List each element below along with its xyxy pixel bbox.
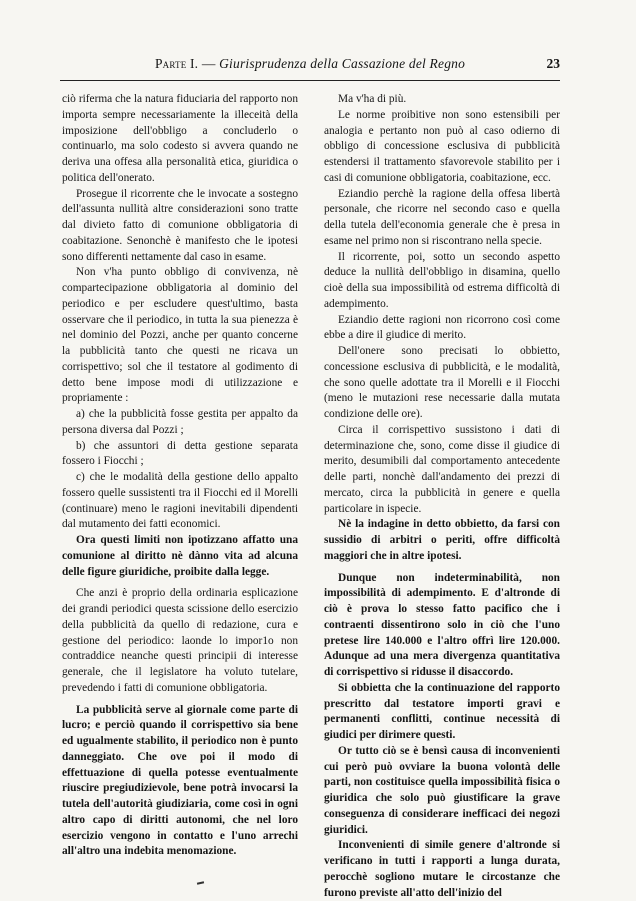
paragraph: Il ricorrente, poi, sotto un secondo aspetto deduce la nullità dell'obbligo in disamina, quello cioè della sua impossibilità od estrema difficoltà di adempimento.	[324, 250, 560, 310]
paragraph: La pubblicità serve al giornale come parte di lucro; e perciò quando il corrispettivo sia bene ed ugualmente stabilito, il periodico non è punto danneggiato. Che ove poi il modo di effettuazione di quella potesse eventualmente riuscire pregiudizievole, bene potrà invocarsi la tutela dell'autorità giudiziaria, come così in ogni altro capo di diritti autonomi, che nel loro esercizio vengono in contatto e l'uno arrechi all'altro una indebita menomazione.	[62, 703, 298, 858]
paragraph: Eziandio dette ragioni non ricorrono così come ebbe a dire il giudice di merito.	[324, 313, 560, 342]
paragraph: Si obbietta che la continuazione del rapporto prescritto dal testatore importi gravi e permanenti conflitti, continue necessità di giudici per dirimere questi.	[324, 681, 560, 741]
paragraph: Circa il corrispettivo sussistono i dati di determinazione che, sono, come disse il giudice di merito, desumibili dal comportamento antecedente delle parti, nonchè dall'andamento dei prezzi di mercato, circa la pubblicità in genere e quella particolare in ispecie.	[324, 423, 560, 515]
paragraph: Dunque non indeterminabilità, non impossibilità di adempimento. E d'altronde di ciò è prova lo stesso fatto pacifico che i contraenti dissentirono solo in ciò che l'uno pretese lire 140.000 e l'altro offrì lire 120.000. Adunque ad una mera divergenza quantitativa di corrispettivo si ridusse il disaccordo.	[324, 571, 560, 678]
running-header	[60, 56, 560, 78]
list-item: a) che la pubblicità fosse gestita per appalto da persona diversa dal Pozzi ;	[62, 408, 298, 436]
paragraph: Ora questi limiti non ipotizzano affatto una comunione al diritto nè dànno vita ad alcuna delle figure giuridiche, proibite dalla legge.	[62, 534, 298, 578]
header-rule	[60, 80, 560, 81]
paragraph: Dell'onere sono precisati lo obbietto, concessione esclusiva di pubblicità, e le modalità, che sono quelle adottate tra il Morelli e il Fiocchi (meno le mutazioni rese necessarie dalla mutata condizione delle ore).	[324, 345, 560, 420]
paragraph: Ma v'ha di più.	[338, 93, 407, 105]
paragraph: ciò riferma che la natura fiduciaria del rapporto non importa sempre necessariamente la illeceità della imposizione dell'obbligo a concluderlo o continuarlo, ma solo codesto si avvera quando ne deriva una offesa alla personalità etica, giuridica o politica dell'onerato.	[62, 93, 298, 184]
header-separator: —	[198, 56, 220, 71]
list-item: c) che le modalità della gestione dello appalto fossero quelle sussistenti tra il Fiocchi ed il Morelli (continuare) meno le ragioni inevitabili dipendenti dal mutamento dei fatti economici.	[62, 471, 298, 531]
paragraph: Le norme proibitive non sono estensibili per analogia e pertanto non può al caso odierno di obbligo di concessione esclusiva di pubblicità estendersi il trattamento sfavorevole stabilito per i casi di comunione obbligatoria, coabitazione, ecc.	[324, 108, 560, 184]
header-section: Parte I.	[154, 56, 199, 71]
ink-mark	[197, 881, 204, 884]
paragraph: Eziandio perchè la ragione della offesa libertà personale, che ricorre nel secondo caso e quella della tutela dell'economia generale che è presa in esame nel primo non si riscontrano nella specie.	[324, 187, 560, 247]
page-number: 23	[546, 56, 560, 71]
header-title: Giurisprudenza della Cassazione del Regno	[219, 56, 466, 71]
list-item: b) che assuntori di detta gestione separata fossero i Fiocchi ;	[62, 439, 298, 468]
paragraph: Non v'ha punto obbligo di convivenza, nè compartecipazione obbligatoria al dominio del periodico e per escludere quest'ultimo, basta osservare che il periodico, in tutta la sua pienezza è nel dominio del Pozzi, anche per quanto concerne la pubblicità tanto che questi ne ricava un corrispettivo; sol che il testatore al godimento di detto bene impose modi di utilizzazione e propriamente :	[62, 266, 298, 405]
paragraph: Che anzi è proprio della ordinaria esplicazione dei grandi periodici questa scissione dello esercizio della pubblicità da quello di redazione, cura e gestione del periodico: laonde lo impor1o non contraddice neanche questi principii di interesse generale, che il legislatore ha voluto tutelare, prevedendo i fatti di comunione obbligatoria.	[62, 587, 298, 694]
paragraph: Inconvenienti di simile genere d'altronde si verificano in tutti i rapporti a lunga durata, perocchè sogliono mutare le circostanze che furono previste all'atto dell'inizio del	[324, 839, 560, 899]
paragraph: Or tutto ciò se è bensì causa di inconvenienti cui però può ovviare la buona volontà delle parti, non costituisce quella impossibilità fisica o giuridica che solo può giustificare la grave conseguenza di considerare inefficaci dei negozi giuridici.	[324, 744, 560, 836]
header-title-line	[60, 56, 560, 72]
paragraph: Prosegue il ricorrente che le invocate a sostegno dell'assunta nullità altre considerazioni sono tratte dal divieto fatto di comunione obbligatoria di coabitazione. Senonchè è manifesto che le ipotesi sono differenti nettamente dal caso in esame.	[62, 187, 298, 263]
left-column	[62, 92, 298, 860]
paragraph: Nè la indagine in detto obbietto, da farsi con sussidio di arbitri o periti, offre difficoltà maggiori che in altre ipotesi.	[324, 518, 560, 562]
right-column	[324, 92, 560, 901]
